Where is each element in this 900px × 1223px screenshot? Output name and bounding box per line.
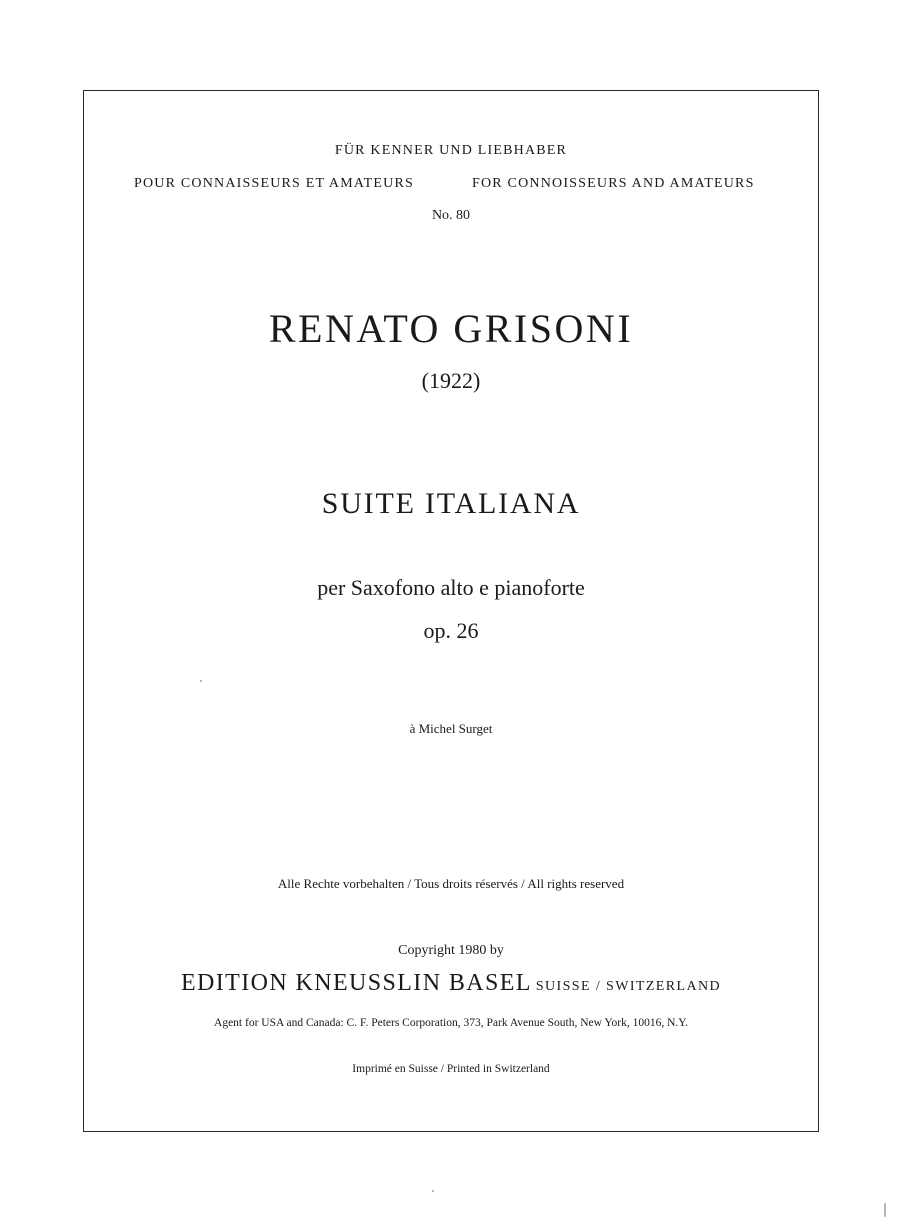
series-title-french: POUR CONNAISSEURS ET AMATEURS [134,176,414,191]
scan-speck [432,1190,434,1192]
composer-name: RENATO GRISONI [268,306,634,351]
dedication: à Michel Surget [409,721,493,736]
series-title-english: FOR CONNOISSEURS AND AMATEURS [472,176,755,191]
agent-notice: Agent for USA and Canada: C. F. Peters Corporation, 373, Park Avenue South, New York, 10016, N.Y. [214,1017,688,1029]
scan-speck [884,1203,886,1217]
publisher-name: EDITION KNEUSSLIN BASEL [181,970,532,996]
work-title: SUITE ITALIANA [321,487,581,520]
publisher-location: SUISSE / SWITZERLAND [535,979,721,994]
rights-notice: Alle Rechte vorbehalten / Tous droits réservés / All rights reserved [277,876,625,891]
series-title-german: FÜR KENNER UND LIEBHABER [334,143,568,158]
publisher-line [83,970,819,997]
printed-notice: Imprimé en Suisse / Printed in Switzerland [352,1063,550,1075]
instrumentation: per Saxofono alto e pianoforte [317,575,585,600]
copyright-line: Copyright 1980 by [398,943,504,958]
series-number: No. 80 [431,208,471,223]
scan-speck [200,680,202,682]
composer-year: (1922) [421,368,481,393]
opus-number: op. 26 [423,618,479,643]
